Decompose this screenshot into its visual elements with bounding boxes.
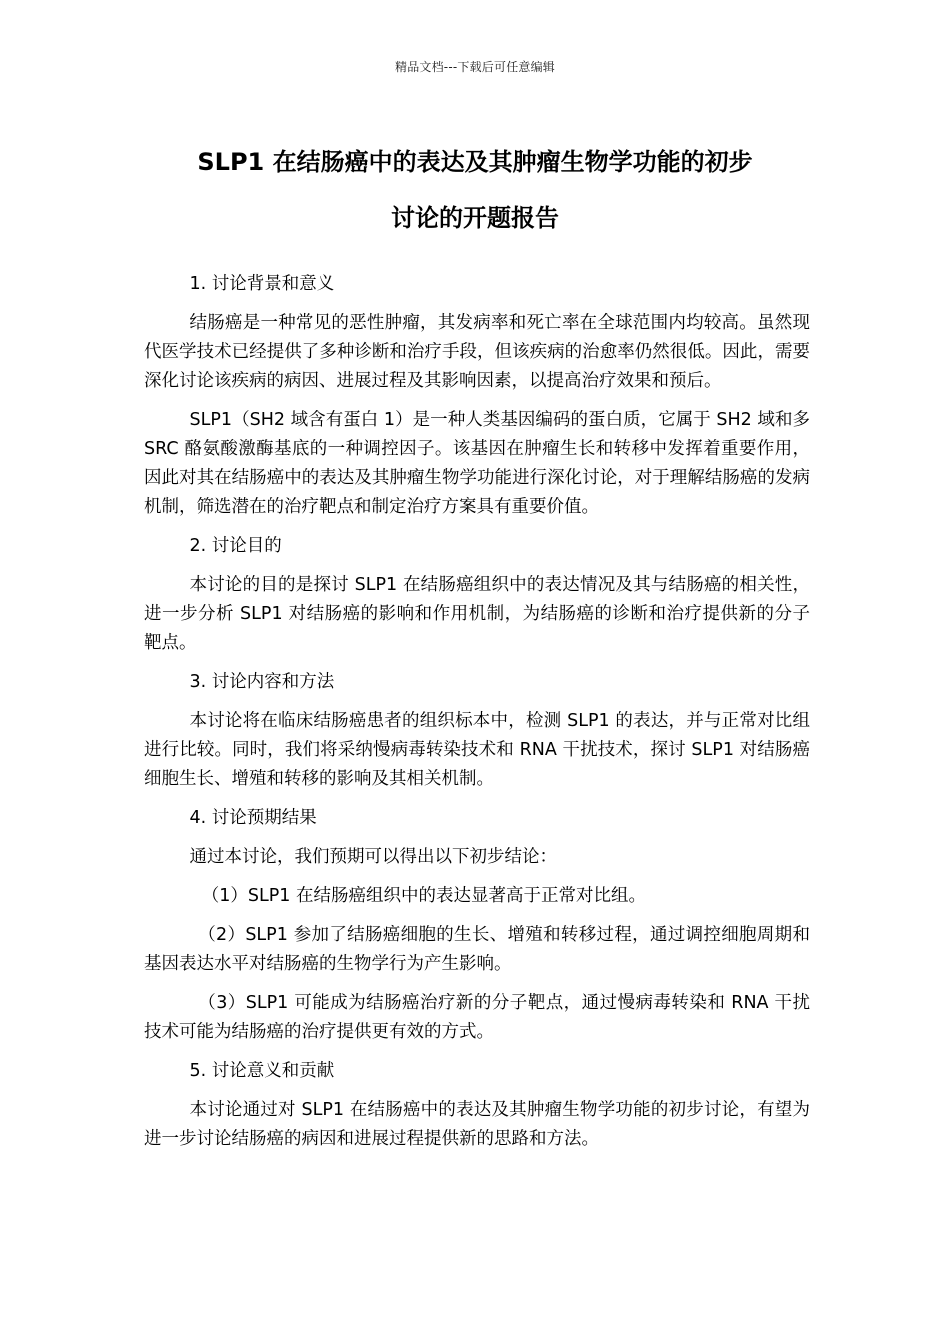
paragraph-methods: 本讨论将在临床结肠癌患者的组织标本中，检测 SLP1 的表达，并与正常对比组进行比较。同时，我们将采纳慢病毒转染技术和 RNA 干扰技术，探讨 SLP1 对结肠癌细胞生长、增殖和转移的影响及其相关机制。 [144, 711, 810, 789]
paragraph-purpose: 本讨论的目的是探讨 SLP1 在结肠癌组织中的表达情况及其与结肠癌的相关性，进一步分析 SLP1 对结肠癌的影响和作用机制，为结肠癌的诊断和治疗提供新的分子靶点。 [144, 575, 810, 653]
list-item-conclusion-3: （3）SLP1 可能成为结肠癌治疗新的分子靶点，通过慢病毒转染和 RNA 干扰技术可能为结肠癌的治疗提供更有效的方式。 [144, 993, 810, 1042]
paragraph-expected-intro: 通过本讨论，我们预期可以得出以下初步结论： [189, 847, 557, 867]
section-heading-background: 1. 讨论背景和意义 [189, 274, 335, 294]
section-heading-purpose: 2. 讨论目的 [189, 536, 282, 556]
page-header: 精品文档---下载后可任意编辑 [395, 60, 555, 74]
paragraph-significance: 本讨论通过对 SLP1 在结肠癌中的表达及其肿瘤生物学功能的初步讨论，有望为进一步讨论结肠癌的病因和进展过程提供新的思路和方法。 [144, 1100, 810, 1149]
section-heading-methods: 3. 讨论内容和方法 [189, 672, 335, 692]
paragraph-background-2: SLP1（SH2 域含有蛋白 1）是一种人类基因编码的蛋白质，它属于 SH2 域和多 SRC 酪氨酸激酶基底的一种调控因子。该基因在肿瘤生长和转移中发挥着重要作用，因此对其在结肠癌中的表达及其肿瘤生物学功能进行深化讨论，对于理解结肠癌的发病机制，筛选潜在的治疗靶点和制定治疗方案具有重要价值。 [144, 410, 810, 517]
section-heading-expected-results: 4. 讨论预期结果 [189, 808, 317, 828]
title-line-2: 讨论的开题报告 [391, 204, 559, 232]
paragraph-background-1: 结肠癌是一种常见的恶性肿瘤，其发病率和死亡率在全球范围内均较高。虽然现代医学技术已经提供了多种诊断和治疗手段，但该疾病的治愈率仍然很低。因此，需要深化讨论该疾病的病因、进展过程及其影响因素，以提高治疗效果和预后。 [144, 313, 810, 391]
document-title [140, 134, 810, 246]
document-body [144, 270, 810, 1164]
title-line-1: SLP1 在结肠癌中的表达及其肿瘤生物学功能的初步 [197, 148, 753, 176]
list-item-conclusion-1: （1）SLP1 在结肠癌组织中的表达显著高于正常对比组。 [201, 886, 646, 906]
section-heading-significance: 5. 讨论意义和贡献 [189, 1061, 335, 1081]
list-item-conclusion-2: （2）SLP1 参加了结肠癌细胞的生长、增殖和转移过程，通过调控细胞周期和基因表达水平对结肠癌的生物学行为产生影响。 [144, 925, 810, 974]
